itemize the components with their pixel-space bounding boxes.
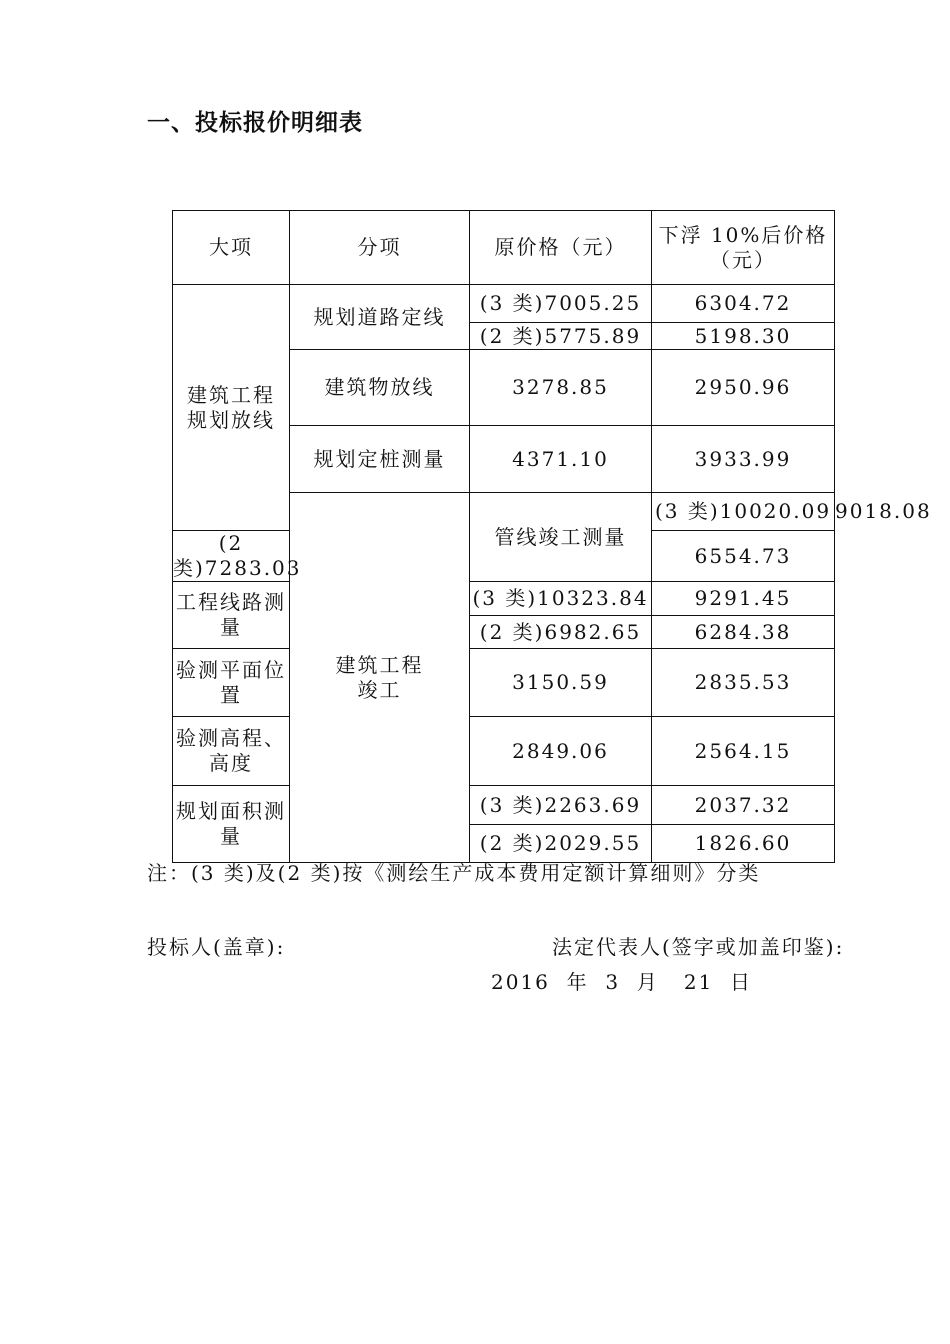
discount-price-cell: 1826.60 [652, 825, 835, 863]
table-row [173, 649, 835, 717]
header-discount-line2: （元） [710, 247, 776, 272]
discount-price-cell: 2835.53 [652, 649, 835, 717]
discount-price-cell: 5198.30 [652, 323, 835, 350]
original-price-cell: (3 类)10323.84 [470, 582, 652, 616]
legal-rep-signature-label: 法定代表人(签字或加盖印鉴): [552, 935, 845, 959]
original-price-cell: (3 类)7005.25 [470, 285, 652, 323]
group-name-line1: 建筑工程 [187, 382, 275, 407]
header-discount-line1: 下浮 10%后价格 [658, 222, 828, 247]
original-price-cell: 3278.85 [470, 350, 652, 426]
discount-price-cell: 9291.45 [652, 582, 835, 616]
table-header-row [173, 211, 835, 285]
discount-price-cell: 2037.32 [652, 786, 835, 825]
signature-date: 2016 年 3 月 21 日 [491, 970, 753, 994]
item-name: 规划道路定线 [290, 285, 470, 350]
group-name [290, 493, 470, 863]
header-major: 大项 [173, 211, 290, 285]
header-discount-price [652, 211, 835, 285]
original-price-cell: (3 类)2263.69 [470, 786, 652, 825]
original-price-cell: 4371.10 [470, 426, 652, 493]
page-title: 一、投标报价明细表 [147, 110, 363, 136]
table-row [173, 285, 835, 323]
original-price-cell: (2 类)6982.65 [470, 616, 652, 649]
item-name: 验测高程、高度 [173, 717, 290, 786]
group-name [173, 285, 290, 531]
discount-price-cell: 6284.38 [652, 616, 835, 649]
original-price-cell: (2 类)7283.03 [173, 531, 302, 580]
table-row: 建筑工程 竣工 管线竣工测量 (3 类)10020.09 9018.08 [173, 493, 835, 531]
discount-price-cell: 3933.99 [652, 426, 835, 493]
group-name-line2: 规划放线 [187, 407, 275, 432]
group-name-line2: 竣工 [357, 677, 402, 702]
original-price-cell: (2 类)2029.55 [470, 825, 652, 863]
item-name: 建筑物放线 [290, 350, 470, 426]
discount-price-cell: 2950.96 [652, 350, 835, 426]
item-name: 验测平面位置 [173, 649, 290, 717]
table-note: 注：(3 类)及(2 类)按《测绘生产成本费用定额计算细则》分类 [147, 861, 761, 885]
table-row [173, 717, 835, 786]
discount-price-cell: 6304.72 [652, 285, 835, 323]
original-price-cell: (3 类)10020.09 [652, 493, 835, 531]
table-row [173, 786, 835, 825]
item-name: 管线竣工测量 [470, 493, 652, 582]
header-original-price: 原价格（元） [470, 211, 652, 285]
item-name: 规划定桩测量 [290, 426, 470, 493]
discount-price-cell: 2564.15 [652, 717, 835, 786]
bidder-signature-label: 投标人(盖章): [147, 935, 286, 959]
original-price-cell: 2849.06 [470, 717, 652, 786]
table-row [173, 582, 835, 616]
item-name: 工程线路测量 [173, 582, 290, 649]
price-detail-table [172, 210, 932, 863]
header-sub: 分项 [290, 211, 470, 285]
original-price-cell: 3150.59 [470, 649, 652, 717]
original-price-cell: (2 类)5775.89 [470, 323, 652, 350]
group-name-line1: 建筑工程 [335, 652, 424, 677]
item-name: 规划面积测量 [173, 786, 290, 863]
discount-price-cell: 6554.73 [652, 531, 835, 582]
